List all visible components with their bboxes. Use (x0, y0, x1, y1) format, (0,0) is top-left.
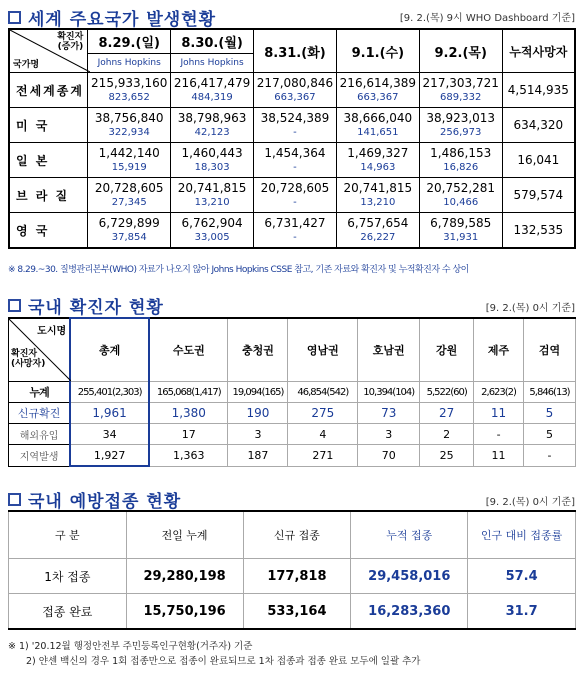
cumulative-value: 6,789,585 (430, 216, 492, 230)
cum-value: 29,458,016 (351, 559, 468, 594)
header-country-label: 국가명 (13, 60, 40, 70)
table-row (9, 382, 576, 403)
value-cell (171, 108, 254, 143)
table-row (9, 424, 576, 445)
date-header: 8.31.(화) (254, 29, 337, 73)
deaths-value: 4,514,935 (502, 73, 575, 108)
value-cell (171, 73, 254, 108)
value-cell: 1,380 (149, 403, 228, 424)
country-row (9, 178, 575, 213)
col-header: 영남권 (288, 318, 358, 382)
value-cell: 10,394(104) (358, 382, 420, 403)
increase-value: 33,005 (194, 232, 230, 243)
col-header: 수도권 (149, 318, 228, 382)
section1-date: [9. 2.(목) 9시 WHO Dashboard 기준] (399, 13, 575, 24)
value-cell: 1,363 (149, 445, 228, 467)
date-header: 9.2.(목) (419, 29, 502, 73)
cumulative-value: 38,798,963 (177, 111, 247, 125)
cumulative-value: 20,741,815 (343, 181, 413, 195)
value-cell: 1,927 (70, 445, 149, 467)
value-cell (336, 108, 419, 143)
value-cell (88, 143, 171, 178)
row-label: 해외유입 (9, 424, 71, 445)
cumulative-value: 38,666,040 (343, 111, 413, 125)
value-cell: 271 (288, 445, 358, 467)
table-row (9, 445, 576, 467)
value-cell: 4 (288, 424, 358, 445)
value-cell: 165,068(1,417) (149, 382, 228, 403)
cumulative-value: 20,752,281 (426, 181, 496, 195)
table-row (9, 559, 576, 594)
deaths-value: 579,574 (502, 178, 575, 213)
cumulative-value: 6,731,427 (264, 216, 326, 230)
rate-value: 31.7 (468, 594, 576, 630)
footnote-2: 2) 얀센 백신의 경우 1회 접종만으로 접종이 완료되므로 1차 접종과 접종 완료 모두에 일괄 추가 (26, 656, 421, 667)
value-cell (88, 178, 171, 213)
header-corner-cell (9, 29, 88, 73)
increase-value: 484,319 (191, 92, 233, 103)
section1-title (8, 5, 216, 30)
cumulative-value: 1,454,364 (264, 146, 326, 160)
rate-value: 57.4 (468, 559, 576, 594)
cumulative-value: 1,460,443 (181, 146, 243, 160)
section2-title (8, 293, 164, 318)
value-cell: 5,522(60) (420, 382, 474, 403)
deaths-value: 16,041 (502, 143, 575, 178)
table-row (9, 594, 576, 630)
country-name: 전세계종계 (9, 73, 88, 108)
value-cell (171, 213, 254, 249)
cumulative-value: 217,303,721 (422, 76, 499, 90)
increase-value: 322,934 (108, 127, 150, 138)
cumulative-value: 20,728,605 (94, 181, 164, 195)
value-cell (88, 108, 171, 143)
header-confirmed-label: 확진자 (11, 349, 38, 359)
value-cell (254, 73, 337, 108)
domestic-cases-table (8, 317, 576, 467)
col-header: 검역 (524, 318, 576, 382)
increase-value: 10,466 (443, 197, 479, 208)
new-value: 177,818 (243, 559, 351, 594)
increase-value: 16,826 (443, 162, 479, 173)
deaths-value: 634,320 (502, 108, 575, 143)
cumulative-value: 6,729,899 (98, 216, 160, 230)
increase-value: 26,227 (360, 232, 396, 243)
cumulative-value: 1,486,153 (430, 146, 492, 160)
value-cell (419, 108, 502, 143)
cumulative-value: 6,762,904 (181, 216, 243, 230)
cumulative-value: 215,933,160 (91, 76, 168, 90)
cumulative-value: 6,757,654 (347, 216, 409, 230)
value-cell: 73 (358, 403, 420, 424)
cumulative-value: 38,923,013 (426, 111, 496, 125)
value-cell (419, 73, 502, 108)
value-cell (419, 213, 502, 249)
source-label: Johns Hopkins (171, 54, 254, 73)
row-label: 지역발생 (9, 445, 71, 467)
world-status-table (8, 28, 576, 249)
value-cell (171, 143, 254, 178)
value-cell: 11 (474, 403, 524, 424)
col-header-prev: 전일 누계 (126, 511, 243, 559)
cumulative-value: 1,469,327 (347, 146, 409, 160)
value-cell (336, 143, 419, 178)
increase-value: 15,919 (111, 162, 147, 173)
increase-value: 42,123 (194, 127, 230, 138)
checkbox-square-icon (8, 493, 21, 506)
col-header-total: 총계 (70, 318, 149, 382)
cumulative-value: 216,614,389 (339, 76, 417, 90)
value-cell: - (474, 424, 524, 445)
increase-value: 31,931 (443, 232, 479, 243)
col-header: 강원 (420, 318, 474, 382)
value-cell: 2,623(2) (474, 382, 524, 403)
value-cell (254, 213, 337, 249)
value-cell: 70 (358, 445, 420, 467)
value-cell: 3 (358, 424, 420, 445)
value-cell: 11 (474, 445, 524, 467)
value-cell (88, 73, 171, 108)
header-confirmed-label: 확진자 (57, 32, 84, 42)
increase-value: - (293, 162, 297, 173)
increase-value: - (293, 232, 297, 243)
col-header: 제주 (474, 318, 524, 382)
increase-value: 13,210 (194, 197, 230, 208)
value-cell (254, 143, 337, 178)
prev-value: 29,280,198 (126, 559, 243, 594)
section3-date: [9. 2.(목) 0시 기준] (485, 497, 575, 508)
increase-value: - (293, 127, 297, 138)
header-increase-label: (증가) (57, 42, 84, 52)
header-city-label: 도시명 (37, 326, 67, 337)
value-cell (419, 178, 502, 213)
value-cell: 1,961 (70, 403, 149, 424)
value-cell: 255,401(2,303) (70, 382, 149, 403)
col-header: 충청권 (228, 318, 288, 382)
cumulative-value: 216,417,479 (173, 76, 251, 90)
value-cell: 17 (149, 424, 228, 445)
country-name: 브 라 질 (9, 178, 88, 213)
value-cell: - (524, 445, 576, 467)
value-cell: 2 (420, 424, 474, 445)
cumulative-value: 1,442,140 (98, 146, 160, 160)
value-cell: 275 (288, 403, 358, 424)
section3-title-text: 국내 예방접종 현황 (28, 492, 182, 512)
date-header: 8.30.(월) (171, 29, 254, 54)
cum-value: 16,283,360 (351, 594, 468, 630)
increase-value: 14,963 (360, 162, 396, 173)
value-cell: 187 (228, 445, 288, 467)
value-cell: 190 (228, 403, 288, 424)
value-cell (254, 178, 337, 213)
deaths-header: 누적사망자 (502, 29, 575, 73)
cumulative-value: 20,728,605 (260, 181, 330, 195)
table-row (9, 403, 576, 424)
value-cell: 27 (420, 403, 474, 424)
section2-date: [9. 2.(목) 0시 기준] (485, 303, 575, 314)
value-cell (419, 143, 502, 178)
section3-title (8, 487, 181, 512)
increase-value: 37,854 (111, 232, 147, 243)
footnote-1: ※ 1) '20.12월 행정안전부 주민등록인구현황(거주자) 기준 (8, 641, 253, 652)
value-cell: 3 (228, 424, 288, 445)
section2-title-text: 국내 확진자 현황 (28, 298, 164, 318)
country-row (9, 143, 575, 178)
new-value: 533,164 (243, 594, 351, 630)
checkbox-square-icon (8, 299, 21, 312)
deaths-value: 132,535 (502, 213, 575, 249)
increase-value: 13,210 (360, 197, 396, 208)
increase-value: 823,652 (108, 92, 150, 103)
value-cell: 25 (420, 445, 474, 467)
increase-value: 256,973 (440, 127, 482, 138)
section1-note: ※ 8.29.~30. 질병관리본부(WHO) 자료가 나오지 않아 Johns Hopkins CSSE 참고, 기존 자료와 확진자 및 누적확진자 수 상이 (8, 265, 469, 275)
value-cell (171, 178, 254, 213)
checkbox-square-icon (8, 11, 21, 24)
value-cell: 5 (524, 424, 576, 445)
value-cell: 34 (70, 424, 149, 445)
increase-value: 663,367 (274, 92, 316, 103)
header-deaths-label: (사망자) (11, 359, 46, 369)
country-row (9, 213, 575, 249)
increase-value: 689,332 (440, 92, 482, 103)
country-name: 일 본 (9, 143, 88, 178)
increase-value: 18,303 (194, 162, 230, 173)
value-cell (88, 213, 171, 249)
header-corner-cell (9, 318, 71, 382)
source-label: Johns Hopkins (88, 54, 171, 73)
cumulative-value: 217,080,846 (256, 76, 334, 90)
country-name: 미 국 (9, 108, 88, 143)
col-header-category: 구 분 (9, 511, 127, 559)
value-cell (336, 73, 419, 108)
date-header: 8.29.(일) (88, 29, 171, 54)
value-cell: 5,846(13) (524, 382, 576, 403)
col-header-new: 신규 접종 (243, 511, 351, 559)
row-label: 신규확진 (9, 403, 71, 424)
row-label: 1차 접종 (9, 559, 127, 594)
value-cell (254, 108, 337, 143)
increase-value: 663,367 (357, 92, 399, 103)
section1-title-text: 세계 주요국가 발생현황 (28, 10, 217, 30)
value-cell: 5 (524, 403, 576, 424)
value-cell (336, 213, 419, 249)
country-row (9, 108, 575, 143)
row-label: 누계 (9, 382, 71, 403)
prev-value: 15,750,196 (126, 594, 243, 630)
value-cell (336, 178, 419, 213)
vaccination-table (8, 510, 576, 630)
increase-value: 27,345 (111, 197, 147, 208)
value-cell: 19,094(165) (228, 382, 288, 403)
cumulative-value: 38,524,389 (260, 111, 330, 125)
date-header: 9.1.(수) (336, 29, 419, 73)
country-name: 영 국 (9, 213, 88, 249)
col-header-cumulative: 누적 접종 (351, 511, 468, 559)
row-label: 접종 완료 (9, 594, 127, 630)
increase-value: - (293, 197, 297, 208)
col-header-rate: 인구 대비 접종률 (468, 511, 576, 559)
col-header: 호남권 (358, 318, 420, 382)
cumulative-value: 20,741,815 (177, 181, 247, 195)
cumulative-value: 38,756,840 (94, 111, 164, 125)
country-row (9, 73, 575, 108)
increase-value: 141,651 (357, 127, 399, 138)
value-cell: 46,854(542) (288, 382, 358, 403)
